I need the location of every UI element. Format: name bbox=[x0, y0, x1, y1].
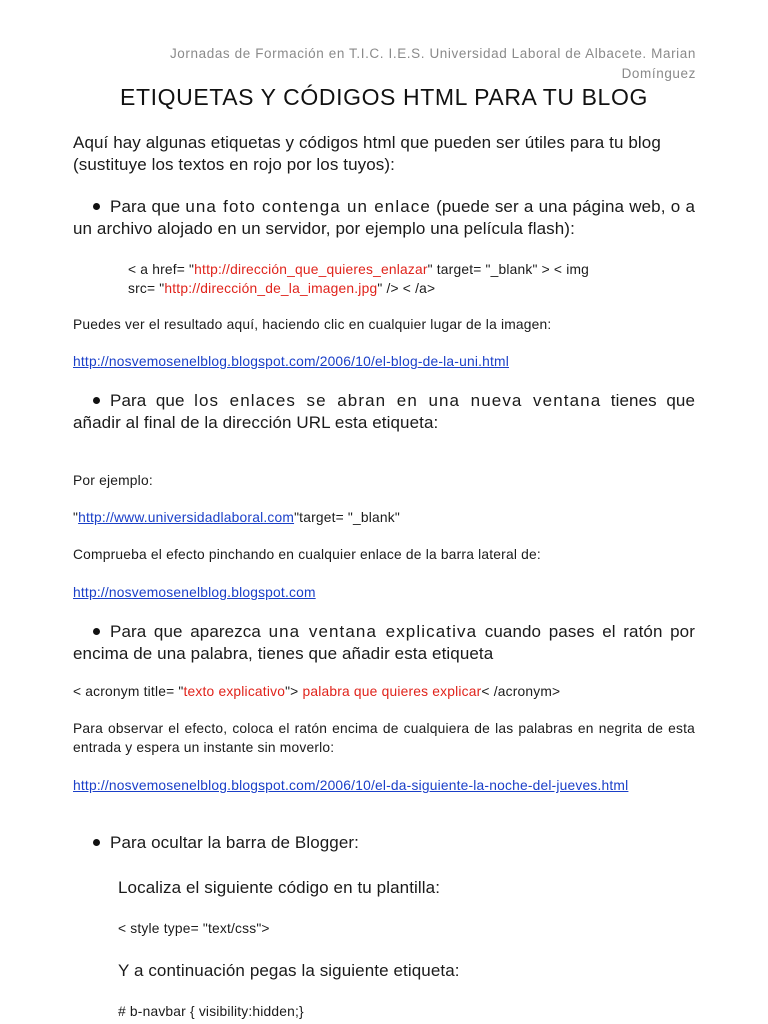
bullet-emphasis: una ventana explicativa bbox=[268, 622, 478, 641]
bullet-icon bbox=[73, 832, 110, 854]
code-style-tag: < style type= "text/css"> bbox=[118, 921, 270, 936]
bullet-new-window: Para que los enlaces se abran en una nueva ventana tienes que añadir al final de la dirección URL esta etiqueta: bbox=[73, 391, 695, 432]
bullet-icon bbox=[73, 621, 110, 643]
bullet-hide-navbar: Para ocultar la barra de Blogger: bbox=[73, 832, 695, 854]
check-text: Comprueba el efecto pinchando en cualquier enlace de la barra lateral de: bbox=[73, 547, 541, 562]
bullet-photo-link: Para que una foto contenga un enlace (puede ser a una página web, o a un archivo alojado en un servidor, por ejemplo una película flash): bbox=[73, 197, 695, 238]
code-placeholder-tooltip: texto explicativo bbox=[183, 684, 286, 699]
link-noche-del-jueves[interactable]: http://nosvemosenelblog.blogspot.com/2006/10/el-da-siguiente-la-noche-del-jueves.html bbox=[73, 778, 629, 793]
link-blog-de-la-uni[interactable]: http://nosvemosenelblog.blogspot.com/2006/10/el-blog-de-la-uni.html bbox=[73, 354, 509, 369]
code-navbar-hidden: # b-navbar { visibility:hidden;} bbox=[118, 1004, 304, 1019]
header-line-2: Domínguez bbox=[621, 66, 696, 81]
code-placeholder-image: http://dirección_de_la_imagen.jpg bbox=[164, 281, 378, 296]
code-img-link: < a href= "http://dirección_que_quieres_enlazar" target= "_blank" > < img src= "http://dirección_de_la_imagen.jpg" /> < /a> bbox=[128, 262, 590, 296]
bullet-tooltip: Para que aparezca una ventana explicativa cuando pases el ratón por encima de una palabra, tienes que añadir esta etiqueta bbox=[73, 622, 695, 663]
bullet-emphasis: una foto contenga un enlace bbox=[185, 197, 431, 216]
page-header bbox=[96, 44, 696, 84]
step-paste-tag: Y a continuación pegas la siguiente etiqueta: bbox=[118, 961, 460, 980]
code-acronym: < acronym title= "texto explicativo"> palabra que quieres explicar< /acronym> bbox=[73, 684, 561, 699]
bullet-icon bbox=[73, 196, 110, 218]
bullet-icon bbox=[73, 390, 110, 412]
link-universidadlaboral[interactable]: http://www.universidadlaboral.com bbox=[78, 510, 295, 525]
code-placeholder-word: palabra que quieres explicar bbox=[298, 684, 482, 699]
observe-text: Para observar el efecto, coloca el ratón encima de cualquiera de las palabras en negrita de esta entrada y espera un instante sin moverlo: bbox=[73, 721, 695, 755]
intro-paragraph: Aquí hay algunas etiquetas y códigos html que pueden ser útiles para tu blog (sustituye los textos en rojo por los tuyos): bbox=[73, 133, 661, 174]
example-code: "http://www.universidadlaboral.com"target= "_blank" bbox=[73, 510, 400, 525]
link-nosvemosenelblog[interactable]: http://nosvemosenelblog.blogspot.com bbox=[73, 585, 316, 600]
step-locate-code: Localiza el siguiente código en tu plantilla: bbox=[118, 878, 441, 897]
page-title: ETIQUETAS Y CÓDIGOS HTML PARA TU BLOG bbox=[120, 84, 648, 110]
example-label: Por ejemplo: bbox=[73, 473, 153, 488]
header-line-1: Jornadas de Formación en T.I.C. I.E.S. Universidad Laboral de Albacete. Marian bbox=[169, 46, 696, 61]
code-placeholder-url: http://dirección_que_quieres_enlazar bbox=[194, 262, 428, 277]
bullet-emphasis: los enlaces se abran en una nueva ventana bbox=[194, 391, 602, 410]
result-text: Puedes ver el resultado aquí, haciendo clic en cualquier lugar de la imagen: bbox=[73, 317, 552, 332]
